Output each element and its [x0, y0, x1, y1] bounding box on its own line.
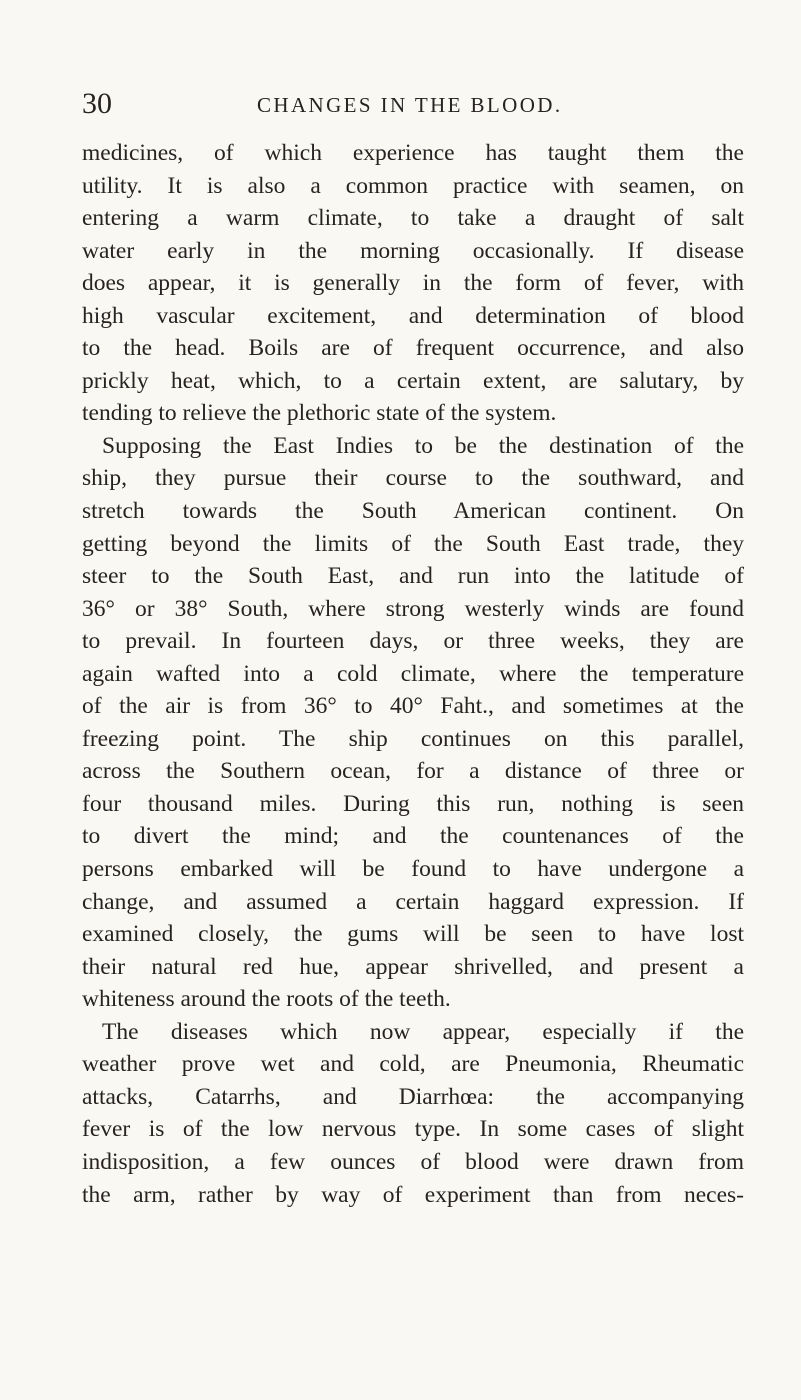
body-text	[82, 137, 744, 1211]
text-line: fever is of the low nervous type. In some cases of slight	[82, 1116, 744, 1143]
running-title: CHANGES IN THE BLOOD.	[257, 93, 563, 117]
text-line: entering a warm climate, to take a draught of salt	[82, 205, 744, 232]
text-line: weather prove wet and cold, are Pneumonia, Rheumatic	[82, 1051, 744, 1078]
text-line: getting beyond the limits of the South East trade, they	[82, 530, 744, 557]
text-line: examined closely, the gums will be seen to have lost	[82, 921, 744, 948]
text-line: does appear, it is generally in the form of fever, with	[82, 270, 744, 297]
text-line: the arm, rather by way of experiment than from neces-	[82, 1181, 744, 1208]
text-line: change, and assumed a certain haggard expression. If	[82, 888, 744, 915]
page-number: 30	[82, 87, 112, 120]
text-line: 36° or 38° South, where strong westerly winds are found	[82, 595, 744, 622]
text-line: freezing point. The ship continues on this parallel,	[82, 725, 744, 752]
text-line: indisposition, a few ounces of blood were drawn from	[82, 1148, 744, 1175]
text-line: steer to the South East, and run into the latitude of	[82, 563, 744, 590]
text-line: water early in the morning occasionally. If disease	[82, 237, 744, 264]
text-line-paragraph-start: Supposing the East Indies to be the destination of the	[102, 432, 744, 459]
text-line-paragraph-end: tending to relieve the plethoric state of the system.	[82, 400, 557, 427]
text-line: attacks, Catarrhs, and Diarrhœa: the accompanying	[82, 1083, 744, 1110]
text-line: medicines, of which experience has taught them the	[82, 140, 744, 166]
text-line: utility. It is also a common practice with seamen, on	[82, 172, 744, 199]
text-line: persons embarked will be found to have undergone a	[82, 856, 744, 883]
text-line: stretch towards the South American continent. On	[82, 498, 744, 525]
text-line: ship, they pursue their course to the southward, and	[82, 465, 744, 492]
text-line: prickly heat, which, to a certain extent, are salutary, by	[82, 367, 744, 394]
text-line: again wafted into a cold climate, where the temperature	[82, 660, 744, 687]
text-line: to divert the mind; and the countenances of the	[82, 823, 744, 850]
running-head	[82, 84, 742, 124]
text-line: four thousand miles. During this run, nothing is seen	[82, 790, 744, 817]
text-line: of the air is from 36° to 40° Faht., and sometimes at the	[82, 693, 744, 720]
text-line: to the head. Boils are of frequent occurrence, and also	[82, 335, 744, 362]
text-line-paragraph-start: The diseases which now appear, especially if the	[102, 1018, 744, 1045]
text-line: to prevail. In fourteen days, or three weeks, they are	[82, 628, 744, 655]
text-line: their natural red hue, appear shrivelled, and present a	[82, 953, 744, 980]
text-line: across the Southern ocean, for a distance of three or	[82, 758, 744, 785]
text-line-paragraph-end: whiteness around the roots of the teeth.	[82, 986, 451, 1013]
text-line: high vascular excitement, and determination of blood	[82, 302, 744, 329]
